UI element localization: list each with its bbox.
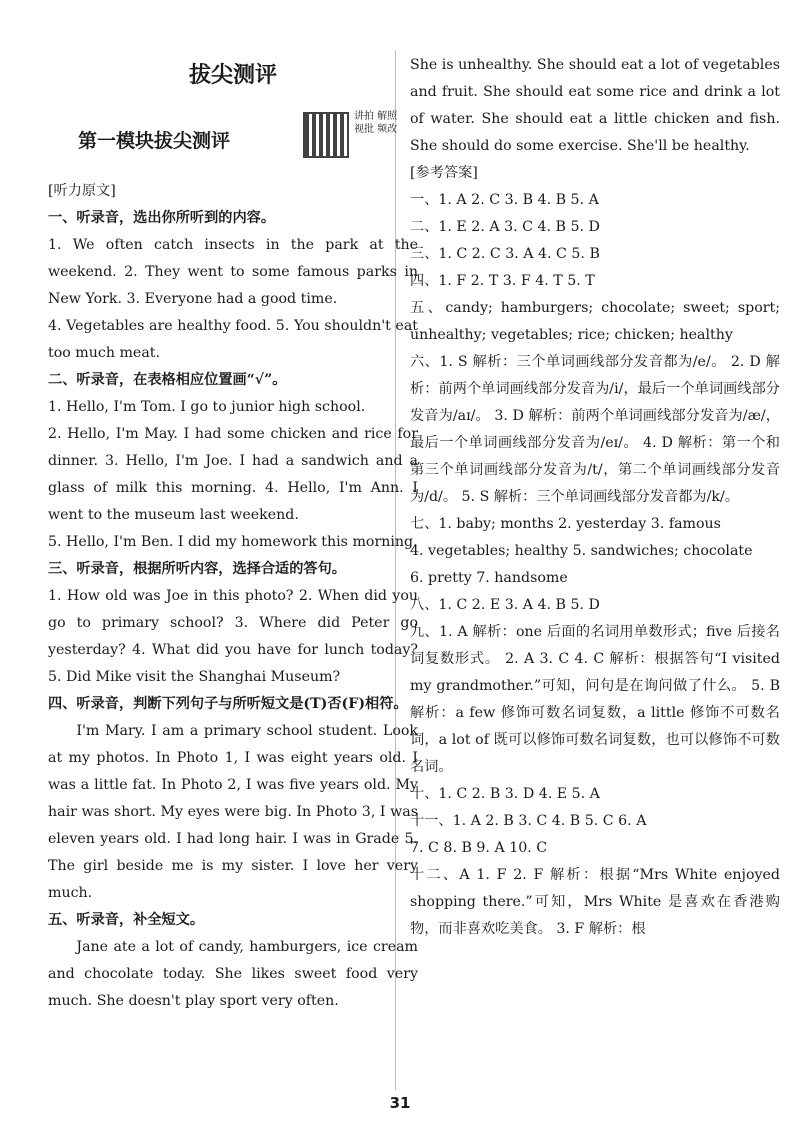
subtitle-row <box>48 110 418 170</box>
section-3-title: 三、听录音，根据所听内容，选择合适的答句。 <box>48 561 346 577</box>
module-title: 第一模块拔尖测评 <box>78 130 231 152</box>
page-title: 拔尖测评 <box>188 63 277 88</box>
section-2-line-1: 1. Hello, I'm Tom. I go to junior high school. <box>48 399 366 415</box>
section-2-line-2: 2. Hello, I'm May. I had some chicken and rice for dinner. 3. Hello, I'm Joe. I had a sandwich and a glass of milk this morning. 4. Hello, I'm Ann. I went to the museum last weekend. <box>48 426 418 523</box>
answer-3: 三、1. C 2. C 3. A 4. C 5. B <box>410 246 600 262</box>
listening-script <box>48 178 418 1015</box>
section-1-text-2: 4. Vegetables are healthy food. 5. You shouldn't eat too much meat. <box>48 318 418 361</box>
answer-11b: 7. C 8. B 9. A 10. C <box>410 840 548 856</box>
qr-code-icon[interactable] <box>303 112 349 158</box>
qr-label: 讲拍 解照 视批 频改 <box>354 111 398 135</box>
section-4-title: 四、听录音，判断下列句子与所听短文是(T)否(F)相符。 <box>48 696 408 712</box>
answer-7c: 6. pretty 7. handsome <box>410 570 568 586</box>
answer-8: 八、1. C 2. E 3. A 4. B 5. D <box>410 597 600 613</box>
answer-12: 十二、A 1. F 2. F 解析：根据“Mrs White enjoyed shopping there.”可知，Mrs White 是喜欢在香港购物，而非喜欢吃美食。 3. F 解析：根 <box>410 867 780 937</box>
answer-7a: 七、1. baby; months 2. yesterday 3. famous <box>410 516 721 532</box>
section-5-text: Jane ate a lot of candy, hamburgers, ice cream and chocolate today. She likes sweet food very much. She doesn't play sport very often. <box>48 939 418 1009</box>
answer-10: 十、1. C 2. B 3. D 4. E 5. A <box>410 786 600 802</box>
section-3-text: 1. How old was Joe in this photo? 2. When did you go to primary school? 3. Where did Peter go yesterday? 4. What did you have for lunch today? 5. Did Mike visit the Shanghai Museum? <box>48 588 418 685</box>
answer-2: 二、1. E 2. A 3. C 4. B 5. D <box>410 219 600 235</box>
answer-6: 六、1. S 解析：三个单词画线部分发音都为/e/。 2. D 解析：前两个单词画线部分发音为/i/，最后一个单词画线部分发音为/aɪ/。 3. D 解析：前两个单词画线部分发音为/æ/，最后一个单词画线部分发音为/eɪ/。 4. D 解析：第一个和第三个单词画线部分发音为/t/，第二个单词画线部分发音为/d/。 5. S 解析：三个单词画线部分发音都为/k/。 <box>410 354 780 505</box>
section-2-title: 二、听录音，在表格相应位置画“√”。 <box>48 372 287 388</box>
answer-7b: 4. vegetables; healthy 5. sandwiches; chocolate <box>410 543 753 559</box>
section-1-title: 一、听录音，选出你所听到的内容。 <box>48 210 276 226</box>
answer-11a: 十一、1. A 2. B 3. C 4. B 5. C 6. A <box>410 813 647 829</box>
section-4-text: I'm Mary. I am a primary school student. Look at my photos. In Photo 1, I was eight years old. I was a little fat. In Photo 2, I was five years old. My hair was short. My eyes were big. In Photo 3, I was eleven years old. I had long hair. I was in Grade 5. The girl beside me is my sister. I love her very much. <box>48 723 418 901</box>
page-number: 31 <box>389 1094 411 1112</box>
section-1-text: 1. We often catch insects in the park at the weekend. 2. They went to some famous parks in New York. 3. Everyone had a good time. <box>48 237 418 307</box>
section-5-title: 五、听录音，补全短文。 <box>48 912 205 928</box>
answer-5: 五、candy; hamburgers; chocolate; sweet; sport; unhealthy; vegetables; rice; chicken; healthy <box>410 300 780 343</box>
section-2-line-3: 5. Hello, I'm Ben. I did my homework this morning. <box>48 534 418 550</box>
section-5-continued: She is unhealthy. She should eat a lot of vegetables and fruit. She should eat some rice and drink a lot of water. She should eat a little chicken and fish. She should do some exercise. She'll be healthy. <box>410 57 780 154</box>
answers-header: [参考答案] <box>410 165 478 181</box>
answer-1: 一、1. A 2. C 3. B 4. B 5. A <box>410 192 599 208</box>
answer-4: 四、1. F 2. T 3. F 4. T 5. T <box>410 273 595 289</box>
right-column <box>410 52 780 943</box>
answer-9: 九、1. A 解析：one 后面的名词用单数形式；five 后接名词复数形式。 2. A 3. C 4. C 解析：根据答句“I visited my grandmother.”可知，问句是在询问做了什么。 5. B 解析：a few 修饰可数名词复数，a little 修饰不可数名词，a lot of 既可以修饰可数名词复数，也可以修饰不可数名词。 <box>410 624 780 775</box>
listening-header: [听力原文] <box>48 183 116 199</box>
